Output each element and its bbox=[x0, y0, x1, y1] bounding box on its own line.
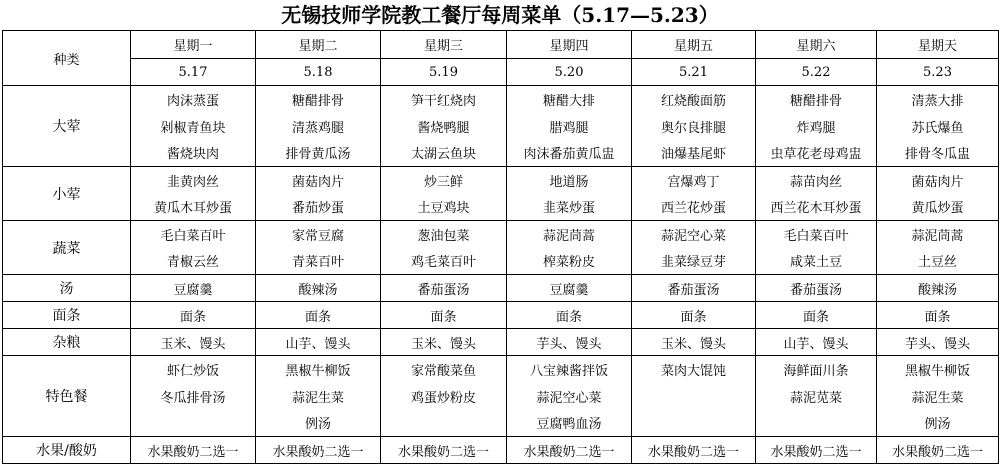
menu-row bbox=[3, 329, 999, 356]
dish-cell: 韭菜绿豆芽 bbox=[632, 248, 756, 275]
menu-title: 无锡技师学院教工餐厅每周菜单（5.17—5.23） bbox=[281, 3, 719, 27]
date-header: 5.18 bbox=[256, 59, 381, 86]
dish-cell: 面条 bbox=[756, 302, 877, 329]
dish-cell: 西兰花炒蛋 bbox=[632, 194, 756, 221]
dish-cell: 面条 bbox=[632, 302, 756, 329]
dish-cell: 玉米、馒头 bbox=[381, 329, 507, 356]
dish-cell: 蒜泥茼蒿 bbox=[507, 221, 632, 248]
weekly-menu-table bbox=[2, 30, 999, 464]
dish-cell: 清蒸鸡腿 bbox=[256, 113, 381, 140]
category-cell: 小荤 bbox=[3, 167, 131, 221]
dish-cell: 糖醋排骨 bbox=[756, 86, 877, 113]
date-header: 5.17 bbox=[131, 59, 256, 86]
date-header: 5.19 bbox=[381, 59, 507, 86]
dish-cell: 西兰花木耳炒蛋 bbox=[756, 194, 877, 221]
dish-cell: 毛白菜百叶 bbox=[756, 221, 877, 248]
dish-cell: 酸辣汤 bbox=[256, 275, 381, 302]
menu-row bbox=[3, 194, 999, 221]
dish-cell: 奥尔良排腿 bbox=[632, 113, 756, 140]
menu-row bbox=[3, 167, 999, 194]
menu-row bbox=[3, 302, 999, 329]
day-header-row bbox=[3, 31, 999, 59]
dish-cell: 番茄蛋汤 bbox=[756, 275, 877, 302]
dish-cell: 蒜泥生菜 bbox=[256, 383, 381, 410]
dish-cell: 面条 bbox=[507, 302, 632, 329]
dish-cell: 八宝辣酱拌饭 bbox=[507, 356, 632, 383]
dish-cell: 鸡蛋炒粉皮 bbox=[381, 383, 507, 410]
menu-row bbox=[3, 113, 999, 140]
category-cell: 杂粮 bbox=[3, 329, 131, 356]
category-header: 种类 bbox=[3, 31, 131, 86]
dish-cell: 油爆基尾虾 bbox=[632, 140, 756, 167]
dish-cell: 水果酸奶二选一 bbox=[381, 437, 507, 464]
dish-cell: 番茄炒蛋 bbox=[256, 194, 381, 221]
dish-cell: 土豆丝 bbox=[877, 248, 999, 275]
category-cell: 水果/酸奶 bbox=[3, 437, 131, 464]
dish-cell: 蒜泥空心菜 bbox=[632, 221, 756, 248]
dish-cell: 面条 bbox=[256, 302, 381, 329]
dish-cell: 青菜百叶 bbox=[256, 248, 381, 275]
dish-cell: 玉米、馒头 bbox=[131, 329, 256, 356]
menu-row bbox=[3, 86, 999, 113]
category-cell: 蔬菜 bbox=[3, 221, 131, 275]
dish-cell: 地道肠 bbox=[507, 167, 632, 194]
dish-cell: 韭黄肉丝 bbox=[131, 167, 256, 194]
dish-cell: 豆腐羹 bbox=[131, 275, 256, 302]
menu-row bbox=[3, 221, 999, 248]
dish-cell: 例汤 bbox=[256, 410, 381, 437]
dish-cell: 面条 bbox=[131, 302, 256, 329]
dish-cell: 排骨黄瓜汤 bbox=[256, 140, 381, 167]
dish-cell: 豆腐羹 bbox=[507, 275, 632, 302]
dish-cell: 剁椒青鱼块 bbox=[131, 113, 256, 140]
dish-cell: 蒜泥茼蒿 bbox=[877, 221, 999, 248]
dish-cell: 韭菜炒蛋 bbox=[507, 194, 632, 221]
day-header: 星期一 bbox=[131, 31, 256, 59]
dish-cell: 例汤 bbox=[877, 410, 999, 437]
dish-cell: 榨菜粉皮 bbox=[507, 248, 632, 275]
dish-cell: 太湖云鱼块 bbox=[381, 140, 507, 167]
dish-cell bbox=[632, 410, 756, 437]
dish-cell: 虫草花老母鸡盅 bbox=[756, 140, 877, 167]
dish-cell: 宫爆鸡丁 bbox=[632, 167, 756, 194]
date-header: 5.22 bbox=[756, 59, 877, 86]
menu-row bbox=[3, 248, 999, 275]
dish-cell: 面条 bbox=[877, 302, 999, 329]
dish-cell: 山芋、馒头 bbox=[256, 329, 381, 356]
category-cell: 汤 bbox=[3, 275, 131, 302]
dish-cell: 番茄蛋汤 bbox=[632, 275, 756, 302]
dish-cell: 番茄蛋汤 bbox=[381, 275, 507, 302]
dish-cell: 黄瓜木耳炒蛋 bbox=[131, 194, 256, 221]
category-cell: 大荤 bbox=[3, 86, 131, 167]
date-header: 5.23 bbox=[877, 59, 999, 86]
menu-body bbox=[3, 31, 999, 464]
dish-cell: 炸鸡腿 bbox=[756, 113, 877, 140]
dish-cell: 黄瓜炒蛋 bbox=[877, 194, 999, 221]
dish-cell bbox=[632, 383, 756, 410]
menu-row bbox=[3, 410, 999, 437]
dish-cell: 水果酸奶二选一 bbox=[507, 437, 632, 464]
category-cell: 特色餐 bbox=[3, 356, 131, 437]
dish-cell: 家常豆腐 bbox=[256, 221, 381, 248]
dish-cell bbox=[381, 410, 507, 437]
dish-cell: 葱油包菜 bbox=[381, 221, 507, 248]
dish-cell: 水果酸奶二选一 bbox=[256, 437, 381, 464]
dish-cell: 毛白菜百叶 bbox=[131, 221, 256, 248]
menu-row bbox=[3, 140, 999, 167]
dish-cell: 黑椒牛柳饭 bbox=[256, 356, 381, 383]
dish-cell: 芋头、馒头 bbox=[507, 329, 632, 356]
dish-cell: 肉沫蒸蛋 bbox=[131, 86, 256, 113]
dish-cell: 芋头、馒头 bbox=[877, 329, 999, 356]
dish-cell: 红烧酸面筋 bbox=[632, 86, 756, 113]
dish-cell bbox=[756, 410, 877, 437]
date-header: 5.21 bbox=[632, 59, 756, 86]
dish-cell: 苏氏爆鱼 bbox=[877, 113, 999, 140]
dish-cell: 青椒云丝 bbox=[131, 248, 256, 275]
dish-cell: 糖醋大排 bbox=[507, 86, 632, 113]
date-header: 5.20 bbox=[507, 59, 632, 86]
dish-cell: 海鲜面川条 bbox=[756, 356, 877, 383]
dish-cell: 鸡毛菜百叶 bbox=[381, 248, 507, 275]
dish-cell: 水果酸奶二选一 bbox=[632, 437, 756, 464]
day-header: 星期三 bbox=[381, 31, 507, 59]
dish-cell: 蒜苗肉丝 bbox=[756, 167, 877, 194]
dish-cell: 水果酸奶二选一 bbox=[756, 437, 877, 464]
dish-cell: 虾仁炒饭 bbox=[131, 356, 256, 383]
day-header: 星期二 bbox=[256, 31, 381, 59]
dish-cell: 肉沫番茄黄瓜盅 bbox=[507, 140, 632, 167]
dish-cell: 面条 bbox=[381, 302, 507, 329]
dish-cell: 腊鸡腿 bbox=[507, 113, 632, 140]
menu-row bbox=[3, 356, 999, 383]
dish-cell: 糖醋排骨 bbox=[256, 86, 381, 113]
dish-cell: 蒜泥苋菜 bbox=[756, 383, 877, 410]
dish-cell: 咸菜土豆 bbox=[756, 248, 877, 275]
dish-cell: 菌菇肉片 bbox=[256, 167, 381, 194]
dish-cell: 蒜泥生菜 bbox=[877, 383, 999, 410]
category-cell: 面条 bbox=[3, 302, 131, 329]
dish-cell: 菌菇肉片 bbox=[877, 167, 999, 194]
dish-cell: 山芋、馒头 bbox=[756, 329, 877, 356]
date-header-row bbox=[3, 59, 999, 86]
dish-cell: 蒜泥空心菜 bbox=[507, 383, 632, 410]
dish-cell: 排骨冬瓜盅 bbox=[877, 140, 999, 167]
dish-cell: 家常酸菜鱼 bbox=[381, 356, 507, 383]
dish-cell: 酱烧块肉 bbox=[131, 140, 256, 167]
dish-cell: 豆腐鸭血汤 bbox=[507, 410, 632, 437]
dish-cell: 笋干红烧肉 bbox=[381, 86, 507, 113]
day-header: 星期五 bbox=[632, 31, 756, 59]
dish-cell: 土豆鸡块 bbox=[381, 194, 507, 221]
dish-cell bbox=[131, 410, 256, 437]
menu-row bbox=[3, 383, 999, 410]
dish-cell: 冬瓜排骨汤 bbox=[131, 383, 256, 410]
dish-cell: 酱烧鸭腿 bbox=[381, 113, 507, 140]
dish-cell: 菜肉大馄饨 bbox=[632, 356, 756, 383]
day-header: 星期六 bbox=[756, 31, 877, 59]
dish-cell: 炒三鲜 bbox=[381, 167, 507, 194]
dish-cell: 水果酸奶二选一 bbox=[877, 437, 999, 464]
menu-row bbox=[3, 275, 999, 302]
dish-cell: 黑椒牛柳饭 bbox=[877, 356, 999, 383]
menu-row bbox=[3, 437, 999, 464]
day-header: 星期四 bbox=[507, 31, 632, 59]
dish-cell: 清蒸大排 bbox=[877, 86, 999, 113]
dish-cell: 玉米、馒头 bbox=[632, 329, 756, 356]
dish-cell: 酸辣汤 bbox=[877, 275, 999, 302]
day-header: 星期天 bbox=[877, 31, 999, 59]
dish-cell: 水果酸奶二选一 bbox=[131, 437, 256, 464]
